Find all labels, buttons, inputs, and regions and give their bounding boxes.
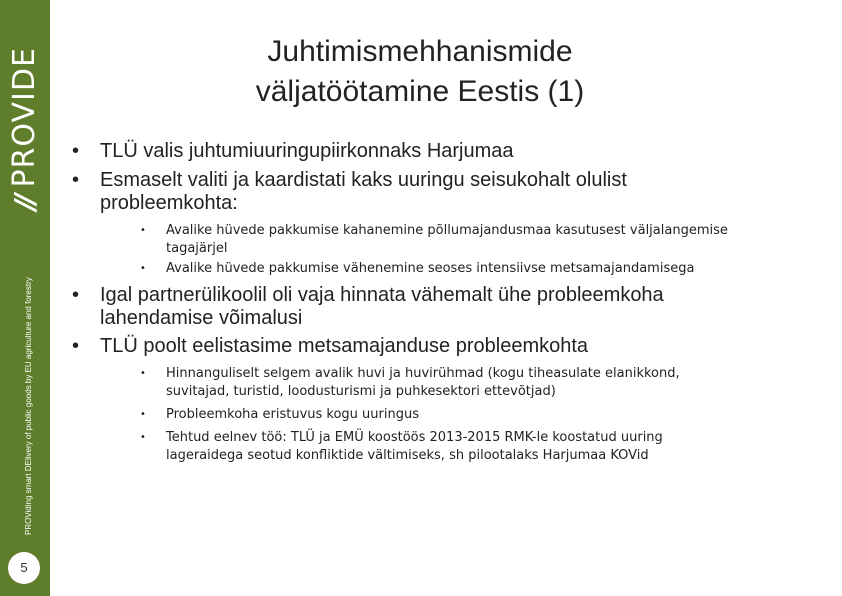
bullet-text: Igal partnerülikoolil oli vaja hinnata vähemalt ühe probleemkoha xyxy=(100,284,664,306)
sub-bullet-item xyxy=(140,222,812,258)
title-line-1: Juhtimismehhanismide xyxy=(267,35,573,68)
bullet-item xyxy=(72,140,812,163)
bullet-text: probleemkohta: xyxy=(100,192,238,214)
logo-text: PROVIDE xyxy=(6,47,42,188)
bullet-item xyxy=(72,169,812,215)
sub-bullet-icon: • xyxy=(140,432,146,443)
bullet-text: lahendamise võimalusi xyxy=(100,307,303,329)
bullet-icon: • xyxy=(72,284,80,306)
sub-bullet-icon: • xyxy=(140,368,146,379)
sub-bullet-text: Probleemkoha eristuvus kogu uuringus xyxy=(166,407,419,422)
sidebar xyxy=(0,0,50,596)
title-line-2: väljatöötamine Eestis (1) xyxy=(255,75,585,108)
sub-bullet-text: Avalike hüvede pakkumise kahanemine põllumajandusmaa kasutusest väljalangemise xyxy=(166,223,728,238)
slide-title xyxy=(150,32,690,112)
bullet-text: Esmaselt valiti ja kaardistati kaks uuringu seisukohalt olulist xyxy=(100,169,627,191)
logo-slash-icon: // xyxy=(7,197,41,210)
bullet-icon: • xyxy=(72,140,80,162)
page-number: 5 xyxy=(8,552,40,584)
sub-bullet-item xyxy=(140,365,812,401)
sub-bullet-item xyxy=(140,260,812,278)
sub-bullet-text: lageraidega seotud konfliktide vältimiseks, sh pilootalaks Harjumaa KOVid xyxy=(166,448,649,463)
bullet-icon: • xyxy=(72,335,80,357)
sub-bullet-text: Avalike hüvede pakkumise vähenemine seoses intensiivse metsamajandamisega xyxy=(166,261,695,276)
sub-bullet-text: tagajärjel xyxy=(166,241,228,256)
sidebar-tagline: PROViding smart DElivery of public goods by EU agriculture and forestry xyxy=(24,277,33,535)
sub-bullet-item xyxy=(140,429,812,465)
sub-bullet-text: Hinnanguliselt selgem avalik huvi ja huvirühmad (kogu tiheasulate elanikkond, xyxy=(166,366,680,381)
provide-logo xyxy=(4,10,44,210)
bullet-item xyxy=(72,335,812,358)
slide-content xyxy=(72,140,812,465)
bullet-text: TLÜ poolt eelistasime metsamajanduse probleemkohta xyxy=(100,335,589,357)
bullet-text: TLÜ valis juhtumiuuringupiirkonnaks Harjumaa xyxy=(100,140,514,162)
sub-bullet-item xyxy=(140,406,812,424)
bullet-item xyxy=(72,284,812,330)
sub-bullet-text: Tehtud eelnev töö: TLÜ ja EMÜ koostöös 2013-2015 RMK-le koostatud uuring xyxy=(166,430,663,445)
sub-bullet-icon: • xyxy=(140,409,146,420)
bullet-icon: • xyxy=(72,169,80,191)
sub-bullet-icon: • xyxy=(140,263,146,274)
sub-bullet-icon: • xyxy=(140,225,146,236)
sub-bullet-text: suvitajad, turistid, loodusturismi ja puhkesektori ettevõtjad) xyxy=(166,384,556,399)
